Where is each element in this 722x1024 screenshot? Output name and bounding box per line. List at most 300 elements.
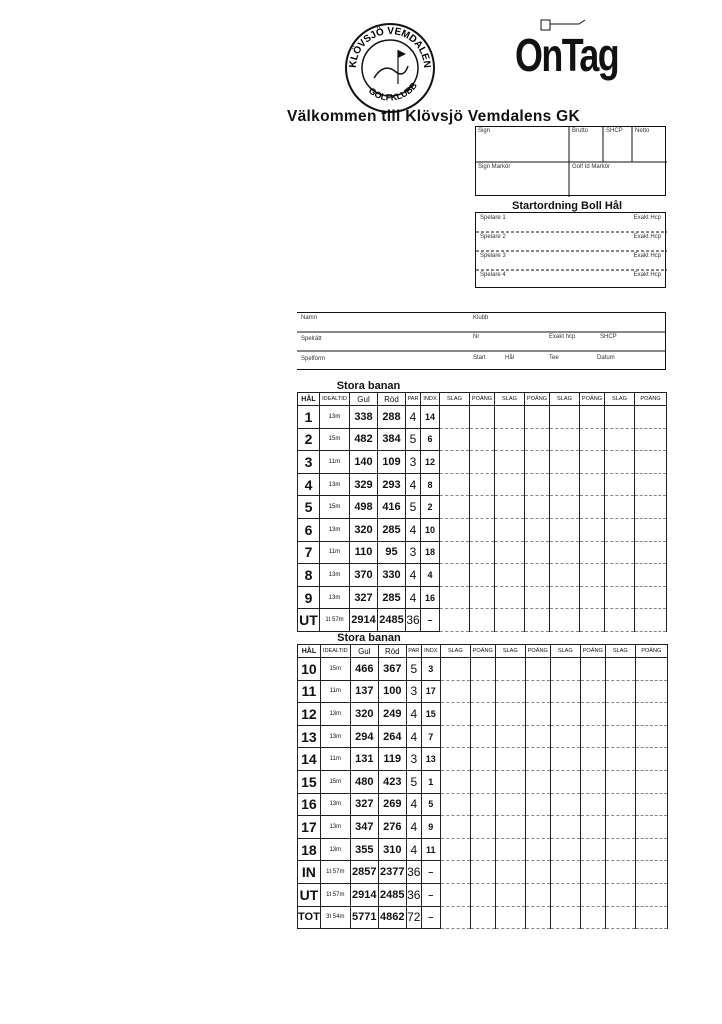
- hole-index: –: [421, 883, 440, 906]
- player-3-slag-cell[interactable]: [550, 861, 580, 884]
- hole-header: HÅL: [298, 645, 321, 658]
- poang-header: POÄNG: [525, 393, 550, 406]
- player-3-poang-cell[interactable]: [580, 541, 605, 564]
- player-4-poang-cell[interactable]: [635, 451, 667, 474]
- player-2-slag-cell[interactable]: [495, 725, 525, 748]
- player-4-slag-cell[interactable]: [605, 586, 635, 609]
- player-4-hcp-label: Exakt Hcp: [633, 272, 661, 278]
- player-2-poang-cell[interactable]: [525, 428, 550, 451]
- yellow-tee-length: 2857: [350, 861, 378, 884]
- player-4-slag-cell[interactable]: [605, 406, 635, 429]
- player-4-poang-cell[interactable]: [635, 703, 667, 726]
- player-2-poang-cell[interactable]: [525, 793, 550, 816]
- hole-par: 4: [406, 793, 421, 816]
- hole-row: [298, 816, 668, 839]
- red-tee-length: 4862: [378, 906, 406, 929]
- player-4-slag-cell[interactable]: [605, 770, 635, 793]
- player-4-slag-cell[interactable]: [605, 658, 635, 681]
- player-1-poang-cell[interactable]: [470, 725, 495, 748]
- hole-row: [298, 906, 668, 929]
- player-1-poang-cell[interactable]: [470, 793, 495, 816]
- hole-row: [298, 564, 667, 587]
- player-4-poang-cell[interactable]: [635, 883, 667, 906]
- player-1-poang-cell[interactable]: [470, 906, 495, 929]
- hole-par: 4: [406, 838, 421, 861]
- par-header: PAR: [406, 393, 421, 406]
- player-2-poang-cell[interactable]: [525, 680, 550, 703]
- player-1-poang-cell[interactable]: [470, 518, 495, 541]
- player-3-slag-cell[interactable]: [550, 680, 580, 703]
- hole-row: [298, 770, 668, 793]
- red-tee-length: 2377: [378, 861, 406, 884]
- yellow-tee-length: 327: [350, 793, 378, 816]
- hole-index: 12: [421, 451, 440, 474]
- player-1-slag-cell[interactable]: [440, 838, 470, 861]
- player-4-poang-cell[interactable]: [635, 861, 667, 884]
- player-3-slag-cell[interactable]: [550, 564, 580, 587]
- yellow-tee-length: 480: [350, 770, 378, 793]
- hole-row: [298, 703, 668, 726]
- player-1-slag-cell[interactable]: [440, 770, 470, 793]
- player-1-slag-cell[interactable]: [440, 861, 470, 884]
- ideal-time: 3t 54m: [320, 906, 350, 929]
- hole-row: [298, 793, 668, 816]
- player-2-slag-cell[interactable]: [495, 496, 525, 519]
- player-2-poang-cell[interactable]: [525, 838, 550, 861]
- hole-index: 8: [421, 473, 440, 496]
- player-3-poang-cell[interactable]: [580, 406, 605, 429]
- poang-header: POÄNG: [635, 393, 667, 406]
- player-2-slag-cell[interactable]: [495, 748, 525, 771]
- player-2-slag-cell[interactable]: [495, 609, 525, 632]
- yellow-tee-length: 5771: [350, 906, 378, 929]
- player-4-poang-cell[interactable]: [635, 680, 667, 703]
- red-tee-length: 276: [378, 816, 406, 839]
- player-2-poang-cell[interactable]: [525, 564, 550, 587]
- signature-box: [475, 126, 666, 196]
- player-2-slag-cell[interactable]: [495, 518, 525, 541]
- player-3-slag-cell[interactable]: [550, 793, 580, 816]
- player-3-poang-cell[interactable]: [580, 861, 605, 884]
- player-1-poang-cell[interactable]: [470, 703, 495, 726]
- player-3-poang-cell[interactable]: [580, 609, 605, 632]
- player-3-poang-cell[interactable]: [580, 658, 605, 681]
- player-1-slag-cell[interactable]: [440, 658, 470, 681]
- hole-row: [298, 586, 667, 609]
- player-4-slag-cell[interactable]: [605, 680, 635, 703]
- player-4-slag-cell[interactable]: [605, 541, 635, 564]
- player-2-poang-cell[interactable]: [525, 658, 550, 681]
- player-2-slag-cell[interactable]: [495, 770, 525, 793]
- player-3-poang-cell[interactable]: [580, 816, 605, 839]
- player-4-slag-cell[interactable]: [605, 496, 635, 519]
- player-1-poang-cell[interactable]: [470, 541, 495, 564]
- player-2-poang-cell[interactable]: [525, 703, 550, 726]
- player-3-poang-cell[interactable]: [580, 838, 605, 861]
- hole-row: [298, 541, 667, 564]
- player-3-poang-cell[interactable]: [580, 703, 605, 726]
- player-1-slag-cell[interactable]: [440, 496, 470, 519]
- red-tee-length: 2485: [378, 609, 406, 632]
- hole-number: TOT: [298, 906, 321, 929]
- player-1-poang-cell[interactable]: [470, 609, 495, 632]
- yellow-tee-length: 347: [350, 816, 378, 839]
- slag-header: SLAG: [440, 393, 470, 406]
- player-3-slag-cell[interactable]: [550, 586, 580, 609]
- player-4-poang-cell[interactable]: [635, 586, 667, 609]
- player-2-poang-cell[interactable]: [525, 725, 550, 748]
- ideal-header: IDEALTID: [320, 645, 350, 658]
- player-1-slag-cell[interactable]: [440, 680, 470, 703]
- player-3-poang-cell[interactable]: [580, 428, 605, 451]
- hole-par: 3: [406, 541, 421, 564]
- hole-index: 11: [421, 838, 440, 861]
- hole-index: 7: [421, 725, 440, 748]
- player-3-poang-cell[interactable]: [580, 518, 605, 541]
- ideal-time: 1t 57m: [320, 861, 350, 884]
- player-3-poang-cell[interactable]: [580, 725, 605, 748]
- hole-index: –: [421, 609, 440, 632]
- player-1-slag-cell[interactable]: [440, 725, 470, 748]
- player-3-slag-cell[interactable]: [550, 496, 580, 519]
- ideal-time: 11m: [320, 541, 350, 564]
- player-4-poang-cell[interactable]: [635, 770, 667, 793]
- player-3-slag-cell[interactable]: [550, 770, 580, 793]
- player-1-poang-cell[interactable]: [470, 428, 495, 451]
- yellow-tee-length: 466: [350, 658, 378, 681]
- player-3-slag-cell[interactable]: [550, 406, 580, 429]
- hole-index: 1: [421, 770, 440, 793]
- svg-text:GOLFKLUBB: GOLFKLUBB: [366, 80, 420, 103]
- player-3-slag-cell[interactable]: [550, 703, 580, 726]
- player-4-label: Spelare 4: [480, 272, 506, 278]
- player-2-poang-cell[interactable]: [525, 518, 550, 541]
- slag-header: SLAG: [605, 393, 635, 406]
- player-4-slag-cell[interactable]: [605, 748, 635, 771]
- ideal-time: 1t 57m: [320, 883, 350, 906]
- hole-number: 17: [298, 816, 321, 839]
- player-4-poang-cell[interactable]: [635, 541, 667, 564]
- hole-par: 4: [406, 406, 421, 429]
- hole-number: 18: [298, 838, 321, 861]
- hole-par: 4: [406, 564, 421, 587]
- hole-number: 3: [298, 451, 320, 474]
- player-2-poang-cell[interactable]: [525, 609, 550, 632]
- hole-row: [298, 473, 667, 496]
- slag-header: SLAG: [495, 645, 525, 658]
- player-4-poang-cell[interactable]: [635, 725, 667, 748]
- player-4-slag-cell[interactable]: [605, 838, 635, 861]
- yellow-tee-length: 140: [350, 451, 378, 474]
- ideal-time: 11m: [320, 748, 350, 771]
- hole-par: 4: [406, 703, 421, 726]
- hole-index: 18: [421, 541, 440, 564]
- player-3-hcp-label: Exakt Hcp: [633, 253, 661, 259]
- player-info-box: [297, 312, 666, 370]
- player-3-slag-cell[interactable]: [550, 748, 580, 771]
- player-2-slag-cell[interactable]: [495, 906, 525, 929]
- player-4-slag-cell[interactable]: [605, 703, 635, 726]
- player-1-slag-cell[interactable]: [440, 518, 470, 541]
- player-1-slag-cell[interactable]: [440, 428, 470, 451]
- player-4-poang-cell[interactable]: [635, 906, 667, 929]
- hole-number: 7: [298, 541, 320, 564]
- player-3-slag-cell[interactable]: [550, 473, 580, 496]
- player-4-slag-cell[interactable]: [605, 451, 635, 474]
- ideal-time: 15m: [320, 428, 350, 451]
- player-3-poang-cell[interactable]: [580, 473, 605, 496]
- index-header: INDX: [421, 645, 440, 658]
- club-logo: [344, 22, 436, 114]
- red-tee-length: 109: [378, 451, 406, 474]
- player-1-poang-cell[interactable]: [470, 883, 495, 906]
- player-1-slag-cell[interactable]: [440, 451, 470, 474]
- player-2-poang-cell[interactable]: [525, 451, 550, 474]
- player-3-slag-cell[interactable]: [550, 541, 580, 564]
- yellow-tee-length: 320: [350, 703, 378, 726]
- hole-index: 2: [421, 496, 440, 519]
- player-4-poang-cell[interactable]: [635, 406, 667, 429]
- hole-index: 10: [421, 518, 440, 541]
- player-4-slag-cell[interactable]: [605, 609, 635, 632]
- player-4-poang-cell[interactable]: [635, 518, 667, 541]
- player-2-poang-cell[interactable]: [525, 883, 550, 906]
- player-2-poang-cell[interactable]: [525, 586, 550, 609]
- hole-par: 36: [406, 609, 421, 632]
- red-tee-length: 285: [378, 518, 406, 541]
- player-3-slag-cell[interactable]: [550, 906, 580, 929]
- player-4-slag-cell[interactable]: [605, 816, 635, 839]
- slag-header: SLAG: [605, 645, 635, 658]
- player-2-slag-cell[interactable]: [495, 658, 525, 681]
- player-1-slag-cell[interactable]: [440, 541, 470, 564]
- hole-number: 13: [298, 725, 321, 748]
- player-2-slag-cell[interactable]: [495, 586, 525, 609]
- hole-index: 3: [421, 658, 440, 681]
- player-1-slag-cell[interactable]: [440, 473, 470, 496]
- poang-header: POÄNG: [580, 645, 605, 658]
- hole-number: IN: [298, 861, 321, 884]
- hole-par: 4: [406, 518, 421, 541]
- hole-number: 12: [298, 703, 321, 726]
- hole-index: 13: [421, 748, 440, 771]
- player-2-slag-cell[interactable]: [495, 564, 525, 587]
- player-1-poang-cell[interactable]: [470, 564, 495, 587]
- player-1-poang-cell[interactable]: [470, 451, 495, 474]
- player-2-slag-cell[interactable]: [495, 680, 525, 703]
- hole-par: 3: [406, 451, 421, 474]
- hole-row: [298, 609, 667, 632]
- red-tee-length: 119: [378, 748, 406, 771]
- player-4-slag-cell[interactable]: [605, 428, 635, 451]
- ideal-time: 13m: [320, 725, 350, 748]
- svg-text:KLÖVSJÖ VEMDALENS: KLÖVSJÖ VEMDALEN: [347, 25, 433, 69]
- player-4-poang-cell[interactable]: [635, 496, 667, 519]
- hole-number: 1: [298, 406, 320, 429]
- player-2-slag-cell[interactable]: [495, 861, 525, 884]
- player-1-poang-cell[interactable]: [470, 406, 495, 429]
- ideal-time: 15m: [320, 658, 350, 681]
- player-2-poang-cell[interactable]: [525, 496, 550, 519]
- player-1-poang-cell[interactable]: [470, 586, 495, 609]
- player-3-poang-cell[interactable]: [580, 564, 605, 587]
- player-3-poang-cell[interactable]: [580, 883, 605, 906]
- player-1-poang-cell[interactable]: [470, 838, 495, 861]
- player-4-slag-cell[interactable]: [605, 793, 635, 816]
- player-1-poang-cell[interactable]: [470, 680, 495, 703]
- exakt-hcp-label: Exakt hcp: [549, 334, 576, 340]
- player-3-poang-cell[interactable]: [580, 680, 605, 703]
- ideal-time: 1t 57m: [320, 609, 350, 632]
- player-4-poang-cell[interactable]: [635, 748, 667, 771]
- player-4-poang-cell[interactable]: [635, 473, 667, 496]
- player-4-slag-cell[interactable]: [605, 518, 635, 541]
- yellow-tee-length: 131: [350, 748, 378, 771]
- hal-label: Hål: [505, 355, 515, 361]
- hole-number: 15: [298, 770, 321, 793]
- player-4-poang-cell[interactable]: [635, 658, 667, 681]
- hole-par: 36: [406, 861, 421, 884]
- player-2-poang-cell[interactable]: [525, 541, 550, 564]
- player-2-slag-cell[interactable]: [495, 793, 525, 816]
- shcp-label: SHCP: [606, 128, 623, 134]
- player-1-slag-cell[interactable]: [440, 906, 470, 929]
- red-tee-length: 100: [378, 680, 406, 703]
- player-2-poang-cell[interactable]: [525, 473, 550, 496]
- player-1-slag-cell[interactable]: [440, 816, 470, 839]
- player-4-poang-cell[interactable]: [635, 816, 667, 839]
- player-1-slag-cell[interactable]: [440, 793, 470, 816]
- hole-number: 14: [298, 748, 321, 771]
- player-2-slag-cell[interactable]: [495, 816, 525, 839]
- scorecard-front-nine: [297, 380, 667, 632]
- player-2-slag-cell[interactable]: [495, 406, 525, 429]
- ideal-time: 13m: [320, 816, 350, 839]
- player-1-poang-cell[interactable]: [470, 658, 495, 681]
- player-3-slag-cell[interactable]: [550, 816, 580, 839]
- player-3-slag-cell[interactable]: [550, 518, 580, 541]
- hole-row: [298, 861, 668, 884]
- par-header: PAR: [406, 645, 421, 658]
- yellow-tee-length: 2914: [350, 609, 378, 632]
- player-2-slag-cell[interactable]: [495, 703, 525, 726]
- player-1-slag-cell[interactable]: [440, 703, 470, 726]
- player-3-poang-cell[interactable]: [580, 496, 605, 519]
- yellow-tee-length: 329: [350, 473, 378, 496]
- poang-header: POÄNG: [635, 645, 667, 658]
- player-3-slag-cell[interactable]: [550, 838, 580, 861]
- player-1-slag-cell[interactable]: [440, 406, 470, 429]
- welcome-title: Välkommen till Klövsjö Vemdalens GK: [287, 108, 581, 125]
- player-2-slag-cell[interactable]: [495, 883, 525, 906]
- hole-par: 5: [406, 770, 421, 793]
- player-2-poang-cell[interactable]: [525, 861, 550, 884]
- player-3-slag-cell[interactable]: [550, 609, 580, 632]
- yellow-header: Gul: [350, 645, 378, 658]
- player-4-poang-cell[interactable]: [635, 564, 667, 587]
- hole-par: 4: [406, 586, 421, 609]
- player-3-poang-cell[interactable]: [580, 586, 605, 609]
- player-2-poang-cell[interactable]: [525, 748, 550, 771]
- player-4-slag-cell[interactable]: [605, 883, 635, 906]
- player-3-slag-cell[interactable]: [550, 883, 580, 906]
- hole-row: [298, 748, 668, 771]
- player-3-poang-cell[interactable]: [580, 793, 605, 816]
- hole-number: 6: [298, 518, 320, 541]
- hole-index: 14: [421, 406, 440, 429]
- klubb-label: Klubb: [473, 315, 489, 321]
- red-tee-length: 384: [378, 428, 406, 451]
- player-1-poang-cell[interactable]: [470, 861, 495, 884]
- player-4-slag-cell[interactable]: [605, 861, 635, 884]
- red-tee-length: 367: [378, 658, 406, 681]
- hole-row: [298, 451, 667, 474]
- ideal-time: 13m: [320, 586, 350, 609]
- player-2-slag-cell[interactable]: [495, 838, 525, 861]
- start-order-box: [475, 212, 666, 288]
- player-2-poang-cell[interactable]: [525, 906, 550, 929]
- player-1-poang-cell[interactable]: [470, 496, 495, 519]
- ideal-time: 13m: [320, 473, 350, 496]
- player-3-slag-cell[interactable]: [550, 725, 580, 748]
- player-4-slag-cell[interactable]: [605, 564, 635, 587]
- player-3-poang-cell[interactable]: [580, 748, 605, 771]
- player-3-slag-cell[interactable]: [550, 428, 580, 451]
- player-3-poang-cell[interactable]: [580, 906, 605, 929]
- player-4-slag-cell[interactable]: [605, 906, 635, 929]
- player-4-poang-cell[interactable]: [635, 793, 667, 816]
- player-2-slag-cell[interactable]: [495, 541, 525, 564]
- player-2-slag-cell[interactable]: [495, 473, 525, 496]
- player-4-poang-cell[interactable]: [635, 609, 667, 632]
- player-1-slag-cell[interactable]: [440, 564, 470, 587]
- player-1-poang-cell[interactable]: [470, 770, 495, 793]
- yellow-header: Gul: [350, 393, 378, 406]
- player-2-poang-cell[interactable]: [525, 406, 550, 429]
- hole-par: 5: [406, 658, 421, 681]
- player-1-slag-cell[interactable]: [440, 883, 470, 906]
- player-2-poang-cell[interactable]: [525, 816, 550, 839]
- player-1-poang-cell[interactable]: [470, 473, 495, 496]
- player-3-slag-cell[interactable]: [550, 658, 580, 681]
- player-2-poang-cell[interactable]: [525, 770, 550, 793]
- player-4-poang-cell[interactable]: [635, 838, 667, 861]
- player-4-slag-cell[interactable]: [605, 473, 635, 496]
- red-tee-length: 293: [378, 473, 406, 496]
- player-3-poang-cell[interactable]: [580, 770, 605, 793]
- ideal-time: 11m: [320, 451, 350, 474]
- hole-par: 5: [406, 428, 421, 451]
- ideal-time: 15m: [320, 496, 350, 519]
- player-2-slag-cell[interactable]: [495, 428, 525, 451]
- player-4-poang-cell[interactable]: [635, 428, 667, 451]
- player-3-poang-cell[interactable]: [580, 451, 605, 474]
- player-2-slag-cell[interactable]: [495, 451, 525, 474]
- player-1-slag-cell[interactable]: [440, 609, 470, 632]
- player-3-slag-cell[interactable]: [550, 451, 580, 474]
- slag-header: SLAG: [440, 645, 470, 658]
- ideal-time: 13m: [320, 518, 350, 541]
- player-1-slag-cell[interactable]: [440, 748, 470, 771]
- yellow-tee-length: 370: [350, 564, 378, 587]
- player-1-slag-cell[interactable]: [440, 586, 470, 609]
- player-1-poang-cell[interactable]: [470, 748, 495, 771]
- yellow-tee-length: 320: [350, 518, 378, 541]
- player-4-slag-cell[interactable]: [605, 725, 635, 748]
- player-2-hcp-label: Exakt Hcp: [633, 234, 661, 240]
- start-order-title: Startordning Boll Hål: [512, 200, 622, 212]
- player-1-poang-cell[interactable]: [470, 816, 495, 839]
